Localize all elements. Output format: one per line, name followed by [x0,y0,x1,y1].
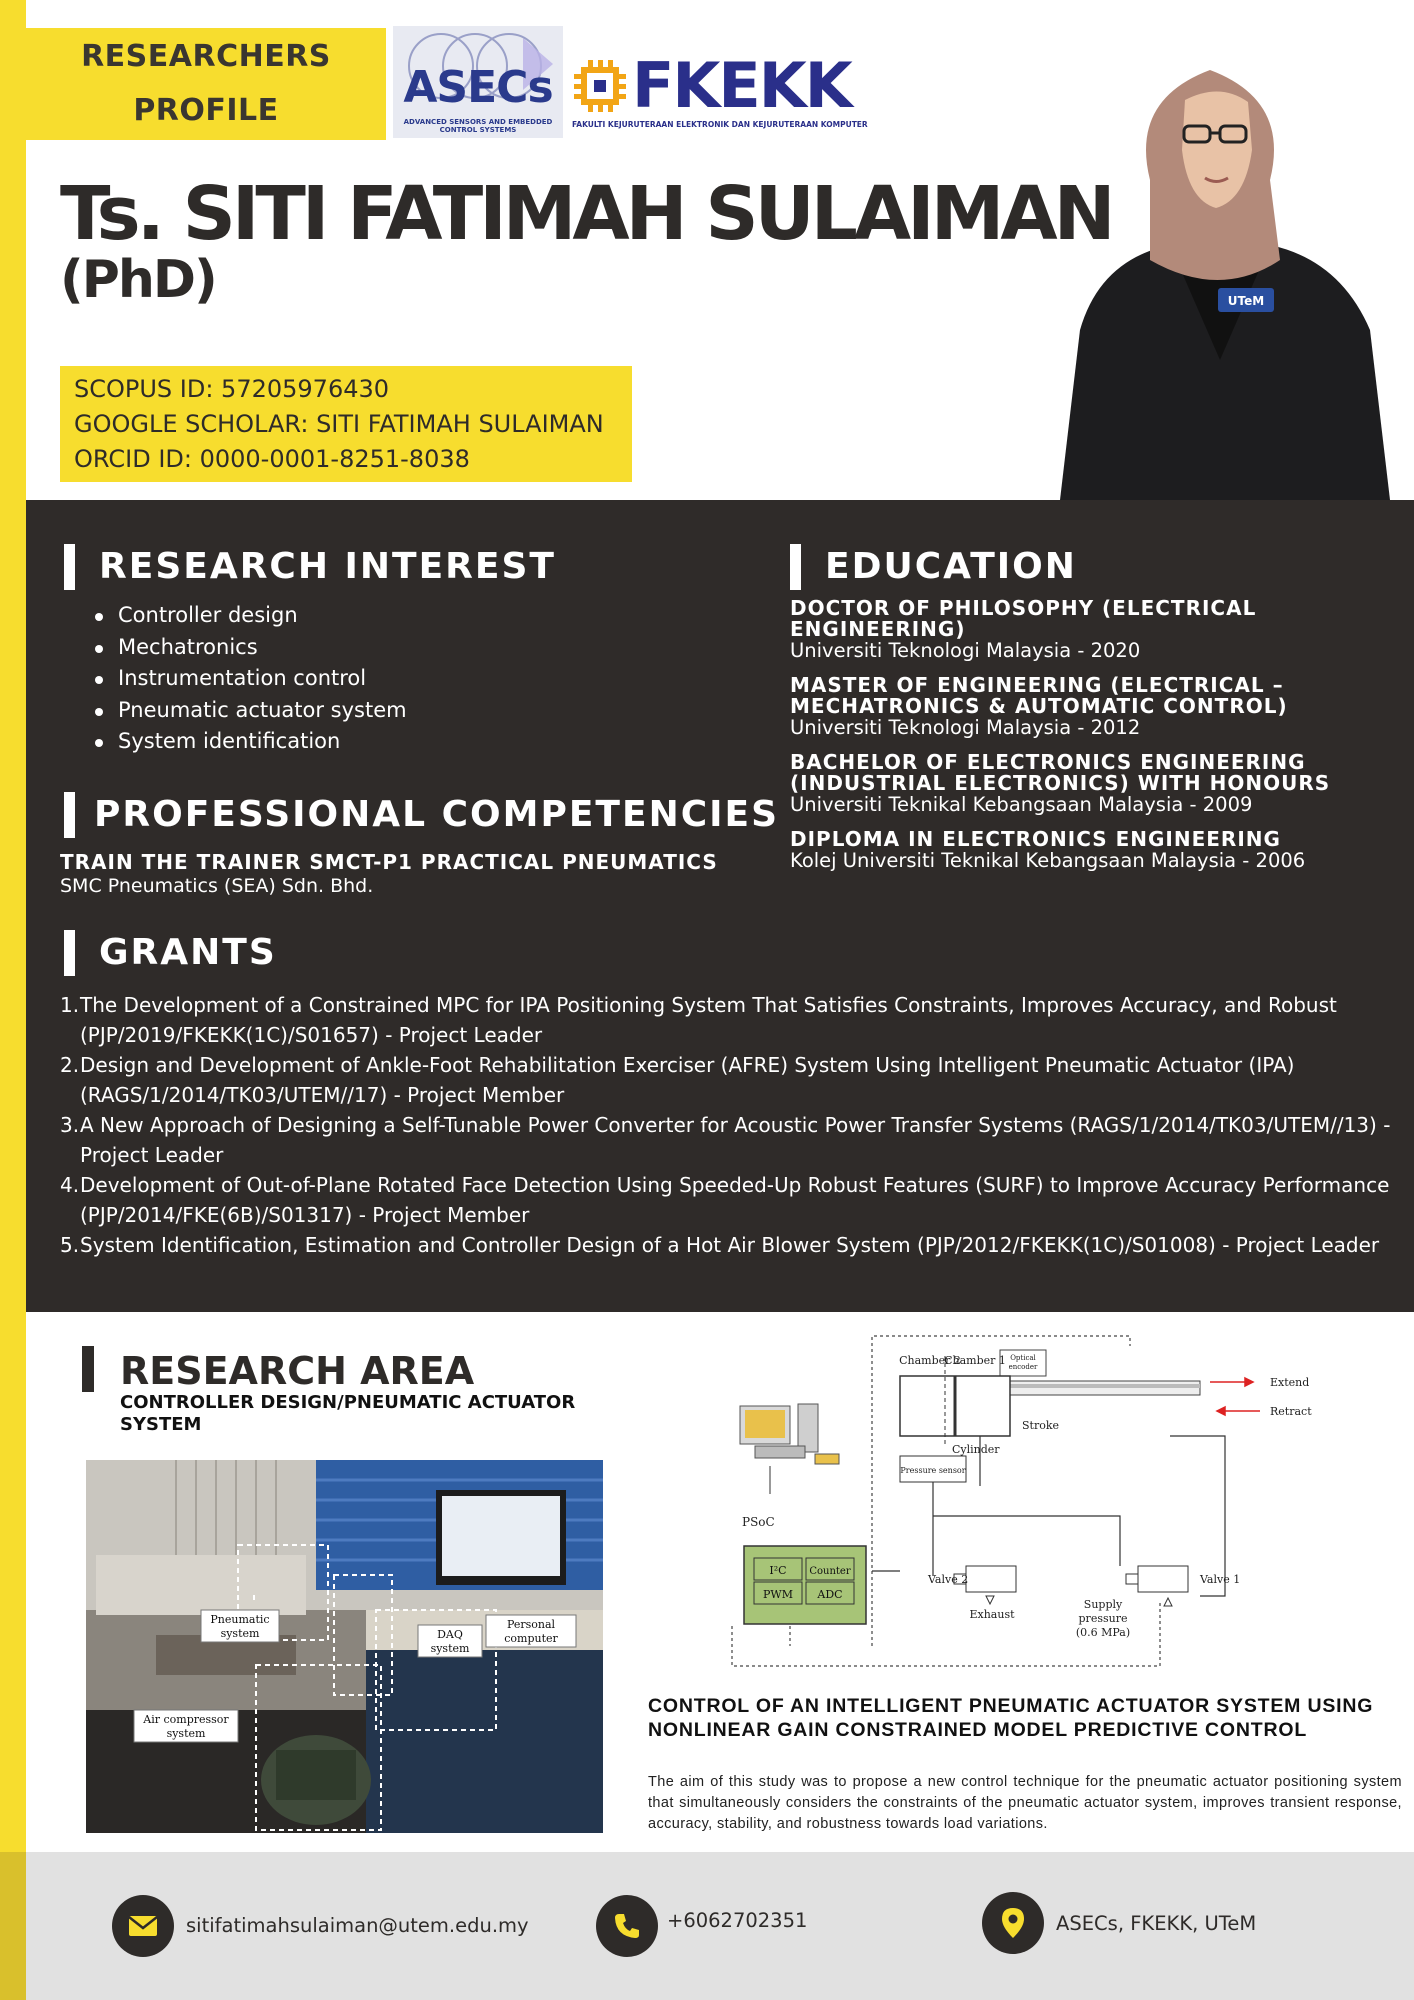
education-list [790,598,1390,885]
heading-bar [64,544,75,590]
grant-text: The Development of a Constrained MPC for IPA Positioning System That Satisfies Constraints, Improves Accuracy, and Robust (PJP/2019/FKEKK(1C)/S01657) - Project Leader [80,993,1337,1047]
diagram-pressure-sensor: Pressure sensor [900,1466,966,1475]
photo-label-personal: Personal [506,1618,556,1631]
education-degree: DOCTOR OF PHILOSOPHY (ELECTRICAL ENGINEERING) [790,596,1257,641]
left-accent-stripe [0,0,26,2000]
photo-label-personal-2: computer [504,1632,558,1645]
photo-label-compressor-2: system [166,1727,206,1740]
education-institution: Universiti Teknologi Malaysia - 2020 [790,639,1141,662]
grant-item [60,990,1400,1050]
google-scholar-id: GOOGLE SCHOLAR: SITI FATIMAH SULAIMAN [74,410,604,438]
education-heading [790,544,1077,590]
heading-bar [64,930,75,976]
grants-list [60,990,1400,1260]
grant-number: 4. [60,1173,80,1197]
education-institution: Universiti Teknologi Malaysia - 2012 [790,716,1141,739]
fkekk-logo [572,49,868,134]
education-item [790,598,1390,662]
asecs-logo-subtitle: ADVANCED SENSORS AND EMBEDDED CONTROL SYSTEMS [403,118,553,134]
researcher-photo [1040,30,1400,500]
diagram-retract: Retract [1270,1405,1312,1418]
researchers-profile-label [26,28,386,140]
education-item [790,829,1390,872]
email-icon [112,1895,174,1957]
list-item: Instrumentation control [92,663,407,695]
diagram-exhaust: Exhaust [969,1608,1015,1621]
asecs-logo [393,26,563,138]
profile-label-line2: PROFILE [133,93,279,128]
list-item: Controller design [92,600,407,632]
photo-label-daq-2: system [430,1642,470,1655]
grant-text: Development of Out-of-Plane Rotated Face Detection Using Speeded-Up Robust Features (SURF) to Improve Accuracy Performance (PJP/2014/FKE(6B)/S01317) - Project Member [80,1173,1390,1227]
professional-competencies-title: PROFESSIONAL COMPETENCIES [94,794,780,835]
heading-bar [64,792,75,838]
heading-bar [82,1346,94,1392]
diagram-cylinder: Cylinder [952,1443,1000,1456]
grant-number: 2. [60,1053,80,1077]
grant-item [60,1230,1400,1260]
education-degree: BACHELOR OF ELECTRONICS ENGINEERING (INDUSTRIAL ELECTRONICS) WITH HONOURS [790,750,1331,795]
research-interest-title: RESEARCH INTEREST [99,546,556,587]
diagram-psoc: PSoC [742,1515,775,1529]
diagram-counter: Counter [809,1566,851,1577]
photo-label-compressor: Air compressor [143,1713,229,1726]
diagram-valve2: Valve 2 [928,1573,969,1586]
education-degree: MASTER OF ENGINEERING (ELECTRICAL – MECHATRONICS & AUTOMATIC CONTROL) [790,673,1288,718]
photo-label-pneumatic: Pneumatic [210,1613,270,1626]
research-paper-abstract: The aim of this study was to propose a new control technique for the pneumatic actuator positioning system that simultaneously considers the constraints of the pneumatic actuator system, improves transient response, accuracy, stability, and robustness towards load variations. [648,1774,1402,1832]
professional-competencies-heading [64,792,779,838]
education-item [790,675,1390,739]
list-item: System identification [92,726,407,758]
education-item [790,752,1390,816]
diagram-valve1: Valve 1 [1200,1573,1241,1586]
diagram-supply-value: (0.6 MPa) [1075,1626,1131,1639]
grant-item [60,1050,1400,1110]
fkekk-logo-subtitle: FAKULTI KEJURUTERAAN ELEKTRONIK DAN KEJURUTERAAN KOMPUTER [572,120,868,129]
diagram-chamber1: Chamber 1 [944,1354,1006,1367]
list-item: Mechatronics [92,632,407,664]
researcher-ids [60,366,632,482]
education-degree: DIPLOMA IN ELECTRONICS ENGINEERING [790,827,1281,851]
profile-details-panel [26,500,1414,1312]
diagram-i2c: I²C [769,1564,787,1577]
research-interest-list [92,600,407,758]
lab-setup-photo [86,1460,603,1833]
grants-title: GRANTS [99,932,277,973]
research-interest-heading [64,544,556,590]
grant-text: A New Approach of Designing a Self-Tunable Power Converter for Acoustic Power Transfer Systems (RAGS/1/2014/TK03/UTEM//13) - Project Leader [80,1113,1391,1167]
diagram-optical-encoder: Optical encoder [1008,1354,1038,1371]
heading-bar [790,544,801,590]
grant-text: System Identification, Estimation and Controller Design of a Hot Air Blower System (PJP/2012/FKEKK(1C)/S01008) - Project Leader [80,1233,1380,1257]
asecs-logo-text: ASECs [403,62,553,113]
research-area-subtitle: CONTROLLER DESIGN/PNEUMATIC ACTUATOR SYSTEM [120,1392,576,1435]
phone-icon [596,1895,658,1957]
left-accent-stripe-bottom [0,1852,26,2000]
grants-heading [64,930,277,976]
diagram-supply-pressure: pressure [1078,1612,1128,1625]
contact-email[interactable]: sitifatimahsulaiman@utem.edu.my [186,1914,529,1937]
profile-label-line1: RESEARCHERS [81,39,331,74]
list-item: Pneumatic actuator system [92,695,407,727]
chip-icon [572,58,628,114]
photo-badge-text: UTeM [1227,294,1265,308]
scopus-id: SCOPUS ID: 57205976430 [74,375,390,403]
research-area-title: RESEARCH AREA [120,1349,475,1393]
grant-number: 5. [60,1233,80,1257]
location-pin-icon [982,1892,1044,1954]
education-institution: Kolej Universiti Teknikal Kebangsaan Malaysia - 2006 [790,849,1306,872]
education-institution: Universiti Teknikal Kebangsaan Malaysia - 2009 [790,793,1253,816]
competency-organization: SMC Pneumatics (SEA) Sdn. Bhd. [60,875,374,897]
researcher-name: Ts. SITI FATIMAH SULAIMAN [60,171,1112,257]
contact-footer [26,1852,1414,2000]
diagram-chamber2: Chamber 2 [899,1354,961,1367]
contact-location: ASECs, FKEKK, UTeM [1056,1912,1257,1935]
diagram-supply: Supply [1083,1598,1123,1611]
education-title: EDUCATION [825,546,1077,587]
diagram-adc: ADC [817,1588,843,1601]
researcher-degree: (PhD) [60,250,216,310]
fkekk-logo-text: FKEKK [632,49,851,122]
contact-phone[interactable]: +6062702351 [667,1909,808,1932]
grant-number: 3. [60,1113,80,1137]
orcid-id: ORCID ID: 0000-0001-8251-8038 [74,445,470,473]
grant-item [60,1170,1400,1230]
competency-title: TRAIN THE TRAINER SMCT-P1 PRACTICAL PNEUMATICS [60,850,718,874]
photo-label-daq: DAQ [437,1628,463,1641]
grant-text: Design and Development of Ankle-Foot Rehabilitation Exerciser (AFRE) System Using Intelligent Pneumatic Actuator (IPA) (RAGS/1/2014/TK03/UTEM//17) - Project Member [80,1053,1295,1107]
grant-number: 1. [60,993,80,1017]
research-paper-title: CONTROL OF AN INTELLIGENT PNEUMATIC ACTUATOR SYSTEM USING NONLINEAR GAIN CONSTRAINED MODEL PREDICTIVE CONTROL [648,1695,1374,1741]
grant-item [60,1110,1400,1170]
pneumatic-system-diagram [730,1326,1320,1678]
diagram-extend: Extend [1270,1376,1310,1389]
diagram-stroke: Stroke [1022,1419,1060,1432]
diagram-pwm: PWM [763,1588,793,1601]
photo-label-pneumatic-2: system [220,1627,260,1640]
